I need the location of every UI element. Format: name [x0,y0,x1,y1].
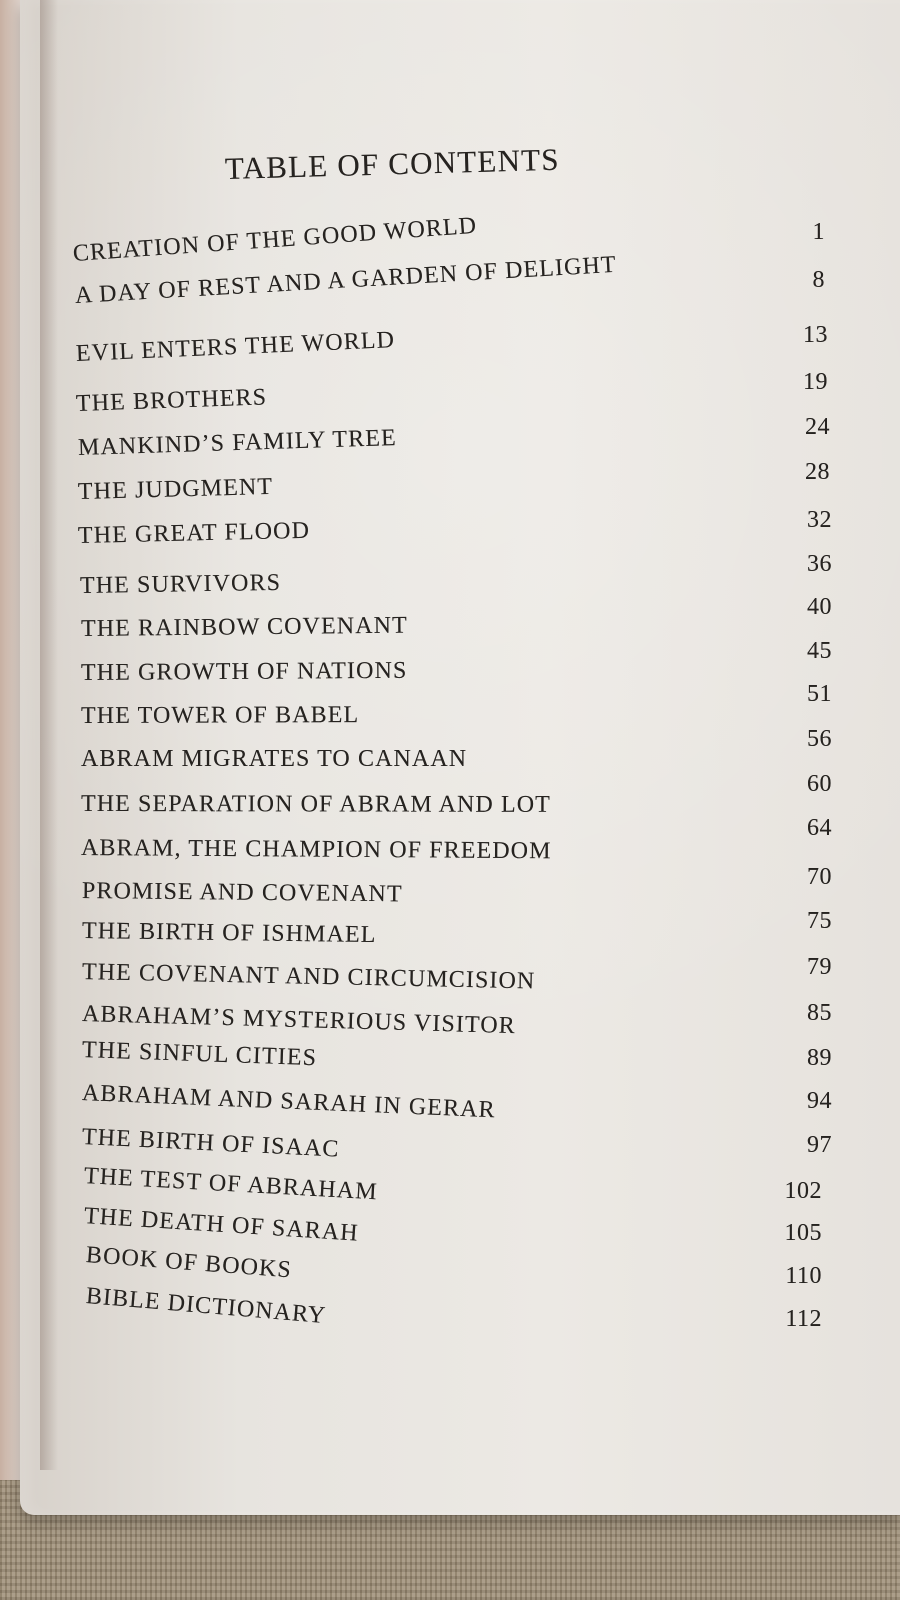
toc-entry-title: ABRAM MIGRATES TO CANAAN [81,746,468,772]
toc-entry-title: BOOK OF BOOKS [85,1242,293,1284]
toc-row [20,1283,900,1332]
toc-entry-page: 36 [807,551,832,577]
toc-row [20,507,900,549]
toc-entry-page: 40 [807,594,832,620]
toc-entry-page: 45 [807,638,832,664]
toc-entry-page: 79 [807,954,832,980]
toc-entry-title: THE BIRTH OF ISAAC [81,1124,341,1163]
toc-entry-page: 19 [803,369,828,395]
toc-row [20,1163,900,1206]
toc-entry-title: THE GREAT FLOOD [77,517,311,549]
book-page [20,0,900,1515]
toc-entry-title: THE SURVIVORS [79,569,282,599]
toc-entry-title: THE RAINBOW COVENANT [80,612,408,642]
toc-entry-title: THE GROWTH OF NATIONS [80,657,408,686]
toc-row [20,1124,900,1163]
toc-entry-page: 89 [807,1045,832,1071]
toc-entry-page: 28 [805,459,830,485]
toc-entry-title: ABRAHAM’S MYSTERIOUS VISITOR [81,1001,517,1040]
toc-row [20,369,900,417]
toc-entry-page: 32 [807,507,832,533]
toc-entry-title: THE TOWER OF BABEL [80,702,360,729]
toc-row [20,212,900,267]
toc-entry-page: 64 [807,815,832,841]
toc-row [20,1080,900,1124]
toc-row [20,1037,900,1071]
toc-entry-title: MANKIND’S FAMILY TREE [77,424,398,461]
toc-entry-page: 105 [784,1220,822,1246]
toc-row [20,815,900,865]
toc-entry-title: A DAY OF REST AND A GARDEN OF DELIGHT [74,251,618,309]
toc-row [20,551,900,599]
toc-entry-page: 97 [807,1132,832,1158]
toc-entry-page: 13 [803,322,828,348]
toc-entry-title: THE BIRTH OF ISHMAEL [81,918,377,949]
page-title: TABLE OF CONTENTS [224,141,561,186]
table-of-contents [20,0,900,1515]
toc-entry-title: THE SINFUL CITIES [81,1037,318,1072]
toc-entry-title: BIBLE DICTIONARY [84,1283,328,1330]
toc-entry-page: 56 [807,726,832,752]
toc-entry-title: ABRAHAM AND SARAH IN GERAR [81,1080,497,1124]
toc-entry-title: ABRAM, THE CHAMPION OF FREEDOM [80,835,552,865]
toc-row [20,681,900,729]
toc-entry-title: THE SEPARATION OF ABRAM AND LOT [80,791,551,818]
toc-row [20,993,900,1040]
toc-entry-page: 94 [807,1088,832,1114]
toc-row [20,908,900,949]
toc-row [20,251,900,309]
toc-row [20,414,900,461]
toc-row [20,459,900,505]
toc-entry-page: 24 [805,414,830,440]
toc-entry-page: 1 [812,219,825,245]
toc-entry-title: THE DEATH OF SARAH [83,1203,360,1247]
toc-entry-title: THE BROTHERS [75,384,268,417]
toc-entry-title: THE JUDGMENT [77,473,274,505]
toc-entry-page: 102 [784,1178,822,1204]
toc-entry-page: 60 [807,771,832,797]
toc-entry-page: 110 [785,1263,822,1289]
toc-entry-title: CREATION OF THE GOOD WORLD [72,212,478,267]
toc-entry-page: 51 [807,681,832,707]
toc-row [20,864,900,908]
toc-entry-title: PROMISE AND COVENANT [81,878,403,908]
toc-row [20,638,900,686]
toc-entry-page: 75 [807,908,832,934]
toc-entry-page: 112 [785,1306,822,1332]
toc-row [20,949,900,995]
toc-row [20,726,900,772]
toc-row [20,322,900,367]
toc-entry-page: 70 [807,864,832,890]
toc-entry-title: THE TEST OF ABRAHAM [83,1163,379,1206]
toc-row [20,771,900,818]
toc-row [20,1242,900,1289]
toc-entry-title: THE COVENANT AND CIRCUMCISION [81,959,536,995]
toc-entry-title: EVIL ENTERS THE WORLD [75,327,396,367]
toc-row [20,1203,900,1247]
toc-entry-page: 85 [807,1000,832,1026]
toc-row [20,594,900,642]
toc-entry-page: 8 [812,267,825,293]
